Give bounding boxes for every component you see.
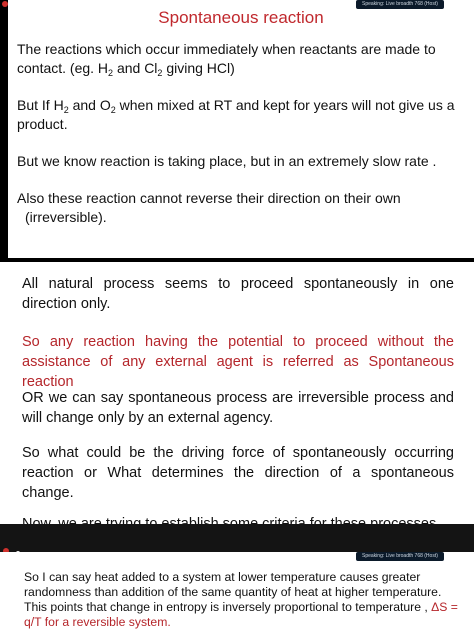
left-black-strip <box>0 0 8 258</box>
paragraph-3: But we know reaction is taking place, but in an extremely slow rate . <box>17 153 437 169</box>
p1-text-b: and Cl <box>113 60 158 76</box>
p1-sub-2: 2 <box>157 68 163 78</box>
entropy-text: So I can say heat added to a system at lower temperature causes greater randomness than addition of the same quantity of heat at higher temperature. This points that change in entropy is inversely proportional to <box>24 570 442 614</box>
paragraph-1 <box>17 40 467 78</box>
slide-entropy <box>0 552 474 632</box>
video-frame-bar <box>0 524 474 552</box>
paragraph-cut-off <box>22 514 436 523</box>
p2-sub-1: 2 <box>63 105 69 115</box>
paragraph-irreversible: OR we can say spontaneous process are irreversible process and will change only by an external agency. <box>22 390 454 426</box>
speaking-banner-2-text: Speaking: Live broadth 768 (Host) <box>362 553 438 559</box>
paragraph-natural-process: All natural process seems to proceed spontaneously in one direction only. <box>22 276 454 312</box>
paragraph-4: Also these reaction cannot reverse their direction on their own <box>17 190 401 206</box>
slide-natural-process <box>0 262 474 524</box>
paragraph-driving-force: So what could be the driving force of spontaneously occurring reaction or What determines the direction of a spontaneous change. <box>22 445 454 501</box>
p2-text-a: But If H <box>17 97 64 113</box>
p1-text-a: The reactions which occur immediately when reactants are made to contact. (eg. H <box>17 41 436 76</box>
p2-text-b: and O <box>68 97 111 113</box>
p1-text-c: giving HCl) <box>162 60 235 76</box>
paragraph-entropy <box>24 570 464 630</box>
p1-sub-1: 2 <box>108 68 114 78</box>
slide-title: Spontaneous reaction <box>158 8 324 27</box>
speaking-banner-2 <box>356 552 444 561</box>
p2-text-c: when mixed at RT and kept for years will not give us a product. <box>17 97 455 132</box>
slide-spontaneous-reaction <box>8 0 474 258</box>
entropy-formula: ΔS = q/T for a reversible system. <box>24 600 458 629</box>
paragraph-2 <box>17 96 467 134</box>
p2-sub-2: 2 <box>110 105 116 115</box>
paragraph-4-continued: (irreversible). <box>25 209 107 225</box>
paragraph-spontaneous-definition: So any reaction having the potential to proceed without the assistance of any external agent is referred as Spontaneous reaction <box>22 334 454 390</box>
entropy-text-end: temperature , <box>355 600 432 614</box>
speaking-banner-text: Speaking: Live broadth 768 (Host) <box>362 1 438 7</box>
